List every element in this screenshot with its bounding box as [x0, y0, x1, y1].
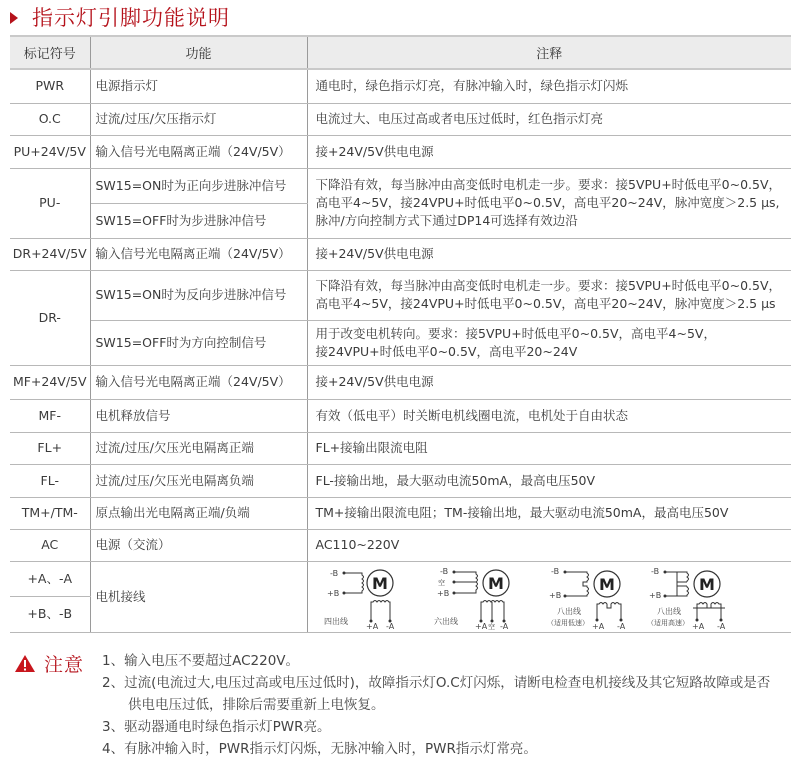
note-line: 下降沿有效，每当脉冲由高变低时电机走一步。要求：接5VPU+时低电平0~0.5V，: [315, 177, 782, 192]
label-pos-b: +B: [326, 588, 339, 598]
cell-symbol: AC: [10, 529, 90, 561]
coil-a: [371, 600, 390, 621]
label-neg-a: -A: [499, 621, 508, 630]
table-row: [10, 168, 791, 203]
cell-symbol: DR+24V/5V: [10, 238, 90, 270]
section-title-text: 指示灯引脚功能说明: [32, 6, 230, 30]
cell-symbol: O.C: [10, 103, 90, 135]
table-subrow: [10, 320, 791, 365]
cell-note: [307, 320, 791, 365]
cell-note: FL+接输出限流电阻: [307, 432, 791, 464]
cell-function: SW15=ON时为反向步进脉冲信号: [90, 270, 307, 320]
cell-note: 电流过大、电压过高或者电压过低时，红色指示灯亮: [307, 103, 791, 135]
cell-function: SW15=OFF时为步进脉冲信号: [90, 203, 307, 238]
label-neg-a: -A: [616, 621, 625, 630]
label-neg-b: -B: [550, 566, 559, 576]
label-pos-a: +A: [474, 621, 487, 630]
cell-function: 电机释放信号: [90, 399, 307, 432]
label-pos-b: +B: [648, 590, 661, 600]
cell-symbol: FL-: [10, 464, 90, 497]
triangle-bullet-icon: [10, 12, 18, 24]
table-row: [10, 432, 791, 464]
eight-wire-high-speed-diagram: [647, 564, 747, 630]
warning-icon: [14, 654, 36, 673]
cell-function: 输入信号光电隔离正端（24V/5V）: [90, 365, 307, 399]
label-neg-a: -A: [385, 621, 394, 630]
cell-symbol: PU+24V/5V: [10, 135, 90, 168]
label-pos-a: +A: [591, 621, 604, 630]
table-row: [10, 529, 791, 561]
four-wire-diagram: [322, 564, 432, 630]
label-pos-b: +B: [548, 590, 561, 600]
table-row: [10, 69, 791, 103]
table-row: [10, 270, 791, 320]
cell-note: FL-接输出地，最大驱动电流50mA，最高电压50V: [307, 464, 791, 497]
label-neg-b: -B: [439, 566, 448, 576]
cell-note: [307, 270, 791, 320]
table-header-row: [10, 36, 791, 69]
coil-b: [344, 573, 364, 593]
note-line: 脉冲/方向控制方式下通过DP14可选择有效边沿: [315, 213, 578, 228]
table-row: [10, 464, 791, 497]
label-neg-a: -A: [716, 621, 725, 630]
motor-label: M: [598, 574, 615, 594]
label-pos-a: +A: [365, 621, 378, 630]
cell-symbol: MF-: [10, 399, 90, 432]
cell-symbol: DR-: [10, 270, 90, 365]
cell-function: 过流/过压/欠压指示灯: [90, 103, 307, 135]
eight-wire-low-speed-diagram: [547, 564, 647, 630]
notice-item: 2、过流(电流过大,电压过高或电压过低时)，故障指示灯O.C灯闪烁，请断电检查电机接线及其它短路故障或是否 供电电压过低，排除后需要重新上电恢复。: [102, 672, 792, 716]
table-row: [10, 238, 791, 270]
label-center-tap: 空: [437, 578, 445, 587]
cell-wiring-diagrams: [307, 561, 791, 632]
coil-b: [665, 572, 689, 596]
notice-item: 4、有脉冲输入时，PWR指示灯闪烁，无脉冲输入时，PWR指示灯常亮。: [102, 741, 537, 757]
motor-label: M: [371, 573, 388, 593]
cell-symbol: PU-: [10, 168, 90, 238]
diagram-sublabel: （适用低速）: [546, 618, 589, 627]
cell-function: 电源（交流）: [90, 529, 307, 561]
table-row: [10, 365, 791, 399]
six-wire-diagram: [432, 564, 547, 630]
notice-heading: [14, 650, 84, 677]
cell-symbol: TM+/TM-: [10, 497, 90, 529]
cell-note: AC110~220V: [307, 529, 791, 561]
label-pos-a: +A: [691, 621, 704, 630]
label-center-tap: 空: [487, 622, 495, 630]
notice-item: 1、输入电压不要超过AC220V。: [102, 653, 300, 669]
cell-note: 接+24V/5V供电电源: [307, 135, 791, 168]
cell-function: 过流/过压/欠压光电隔离正端: [90, 432, 307, 464]
coil-b: [454, 572, 478, 593]
coil-b: [565, 572, 589, 596]
label-pos-b: +B: [436, 588, 449, 598]
coil-a: [597, 602, 621, 620]
cell-function: 电机接线: [90, 561, 307, 632]
table-row: [10, 399, 791, 432]
note-line: 高电平4~5V，接24VPU+时低电平0~0.5V，高电平20~24V，脉冲宽度＞2.5 μs: [315, 296, 776, 311]
motor-label: M: [698, 574, 715, 594]
motor-label: M: [487, 573, 504, 593]
cell-function: 输入信号光电隔离正端（24V/5V）: [90, 135, 307, 168]
notice-list: [102, 650, 792, 760]
cell-function: SW15=OFF时为方向控制信号: [90, 320, 307, 365]
note-line: 下降沿有效，每当脉冲由高变低时电机走一步。要求：接5VPU+时低电平0~0.5V，: [315, 278, 782, 293]
cell-symbol: +B、-B: [10, 597, 90, 633]
wiring-diagrams: [322, 562, 792, 632]
cell-function: 电源指示灯: [90, 69, 307, 103]
diagram-label: 八出线: [556, 606, 581, 616]
header-note: 注释: [307, 36, 791, 69]
label-neg-b: -B: [329, 568, 338, 578]
notice-section: [14, 650, 792, 760]
cell-note: TM+接输出限流电阻；TM-接输出地，最大驱动电流50mA，最高电压50V: [307, 497, 791, 529]
cell-symbol: PWR: [10, 69, 90, 103]
section-title: [10, 4, 230, 30]
coil-a: [693, 602, 725, 620]
cell-function: 输入信号光电隔离正端（24V/5V）: [90, 238, 307, 270]
table-row: [10, 561, 791, 597]
cell-symbol: FL+: [10, 432, 90, 464]
cell-symbol: +A、-A: [10, 561, 90, 597]
table-row: [10, 497, 791, 529]
cell-note: 接+24V/5V供电电源: [307, 365, 791, 399]
notice-item-continuation: 供电电压过低，排除后需要重新上电恢复。: [128, 697, 385, 713]
cell-note: 有效（低电平）时关断电机线圈电流，电机处于自由状态: [307, 399, 791, 432]
pin-function-table: [10, 35, 791, 633]
cell-symbol: MF+24V/5V: [10, 365, 90, 399]
diagram-label: 六出线: [433, 616, 458, 626]
notice-item: 3、驱动器通电时绿色指示灯PWR亮。: [102, 719, 331, 735]
cell-note: 通电时，绿色指示灯亮，有脉冲输入时，绿色指示灯闪烁: [307, 69, 791, 103]
diagram-label: 八出线: [656, 606, 681, 616]
diagram-label: 四出线: [323, 616, 348, 626]
note-line: 接24VPU+时低电平0~0.5V，高电平20~24V: [315, 343, 578, 359]
table-row: [10, 103, 791, 135]
label-neg-b: -B: [650, 566, 659, 576]
cell-function: SW15=ON时为正向步进脉冲信号: [90, 168, 307, 203]
table-row: [10, 135, 791, 168]
header-symbol: 标记符号: [10, 36, 90, 69]
note-line: 高电平4~5V，接24VPU+时低电平0~0.5V，高电平20~24V，脉冲宽度＞2.5 μs,: [315, 195, 780, 210]
cell-note: 接+24V/5V供电电源: [307, 238, 791, 270]
cell-function: 原点输出光电隔离正端/负端: [90, 497, 307, 529]
note-line: 用于改变电机转向。要求：接5VPU+时低电平0~0.5V，高电平4~5V，: [315, 325, 716, 341]
diagram-sublabel: （适用高速）: [646, 618, 689, 627]
coil-a: [481, 600, 504, 621]
cell-function: 过流/过压/欠压光电隔离负端: [90, 464, 307, 497]
notice-label: 注意: [44, 654, 85, 676]
cell-note: [307, 168, 791, 238]
header-function: 功能: [90, 36, 307, 69]
